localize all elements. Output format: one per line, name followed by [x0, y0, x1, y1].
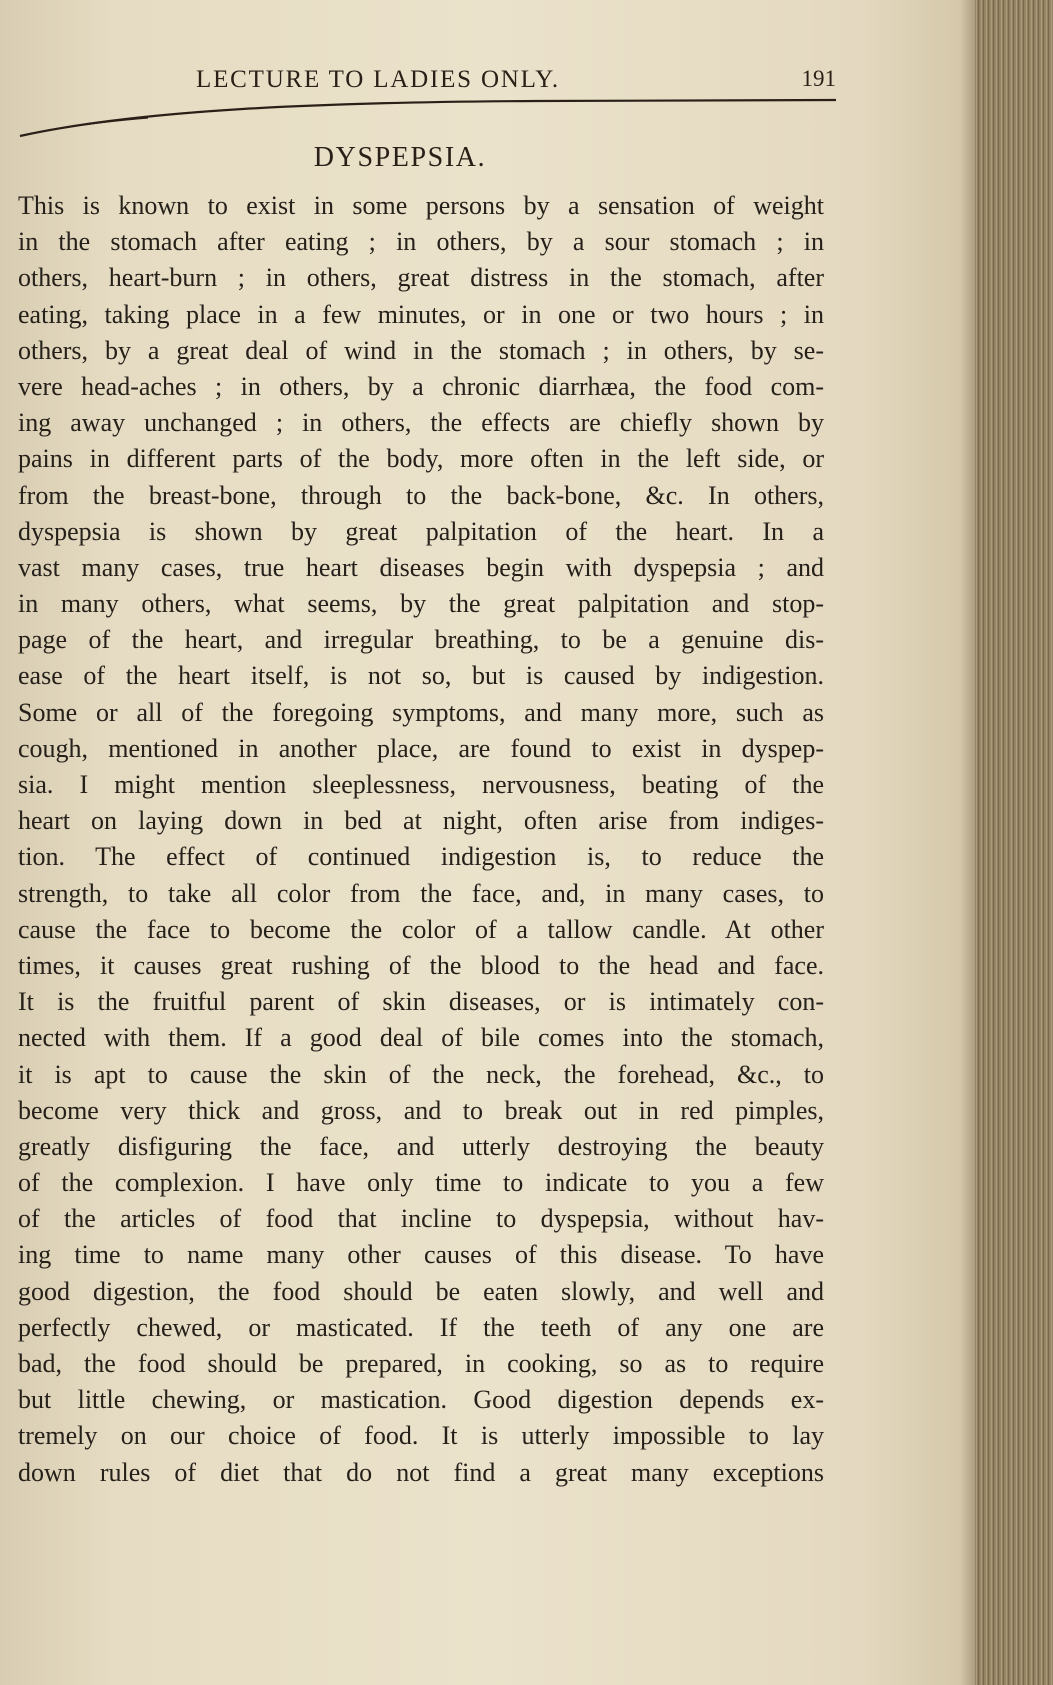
- text-line: vast many cases, true heart diseases begin with dyspepsia ; and: [18, 552, 824, 582]
- text-line: page of the heart, and irregular breathing, to be a genuine dis-: [18, 625, 824, 655]
- text-line: eating, taking place in a few minutes, or in one or two hours ; in: [18, 299, 824, 329]
- text-line: vere head-aches ; in others, by a chronic diarrhæa, the food com-: [18, 371, 824, 401]
- section-title: DYSPEPSIA.: [313, 142, 487, 173]
- text-line: it is apt to cause the skin of the neck, the forehead, &c., to: [18, 1059, 824, 1089]
- text-line: but little chewing, or mastication. Good digestion depends ex-: [18, 1385, 824, 1415]
- text-line: ease of the heart itself, is not so, but is caused by indigestion.: [18, 661, 824, 691]
- text-line: good digestion, the food should be eaten slowly, and well and: [18, 1276, 824, 1306]
- text-line: in the stomach after eating ; in others, by a sour stomach ; in: [18, 227, 824, 257]
- page-number: 191: [801, 66, 836, 91]
- text-line: pains in different parts of the body, more often in the left side, or: [18, 444, 824, 474]
- text-line: heart on laying down in bed at night, often arise from indiges-: [18, 806, 824, 836]
- running-title: LECTURE TO LADIES ONLY.: [196, 66, 560, 93]
- text-line: nected with them. If a good deal of bile comes into the stomach,: [18, 1023, 824, 1053]
- text-line: bad, the food should be prepared, in cooking, so as to require: [18, 1349, 824, 1378]
- text-line: This is known to exist in some persons by a sensation of weight: [18, 191, 824, 220]
- text-line: tion. The effect of continued indigestion is, to reduce the: [18, 842, 824, 872]
- text-line: become very thick and gross, and to break out in red pimples,: [18, 1095, 824, 1125]
- text-line: It is the fruitful parent of skin diseases, or is intimately con-: [18, 987, 824, 1017]
- text-line: sia. I might mention sleeplessness, nervousness, beating of the: [18, 770, 824, 799]
- text-line: in many others, what seems, by the great palpitation and stop-: [18, 589, 824, 619]
- text-line: cause the face to become the color of a tallow candle. At other: [18, 914, 824, 944]
- text-line: cough, mentioned in another place, are found to exist in dyspep-: [18, 733, 824, 763]
- header-rule: [18, 98, 838, 148]
- text-line: down rules of diet that do not find a great many exceptions: [18, 1457, 824, 1487]
- text-line: strength, to take all color from the face, and, in many cases, to: [18, 878, 824, 908]
- body-text: [18, 188, 824, 1491]
- text-line: Some or all of the foregoing symptoms, and many more, such as: [18, 697, 824, 727]
- book-fore-edge: [975, 0, 1053, 1685]
- text-line: dyspepsia is shown by great palpitation of the heart. In a: [18, 516, 824, 546]
- text-line: others, heart-burn ; in others, great distress in the stomach, after: [18, 263, 824, 293]
- text-line: of the articles of food that incline to dyspepsia, without hav-: [18, 1204, 824, 1234]
- text-line: of the complexion. I have only time to indicate to you a few: [18, 1168, 824, 1198]
- running-head: [196, 66, 836, 100]
- text-line: ing away unchanged ; in others, the effects are chiefly shown by: [18, 408, 824, 438]
- text-line: from the breast-bone, through to the back-bone, &c. In others,: [18, 480, 824, 510]
- text-line: ing time to name many other causes of this disease. To have: [18, 1240, 824, 1270]
- text-line: times, it causes great rushing of the blood to the head and face.: [18, 950, 824, 980]
- text-line: tremely on our choice of food. It is utterly impossible to lay: [18, 1421, 824, 1451]
- text-line: greatly disfiguring the face, and utterly destroying the beauty: [18, 1131, 824, 1161]
- text-line: perfectly chewed, or masticated. If the teeth of any one are: [18, 1312, 824, 1342]
- text-line: others, by a great deal of wind in the stomach ; in others, by se-: [18, 335, 824, 365]
